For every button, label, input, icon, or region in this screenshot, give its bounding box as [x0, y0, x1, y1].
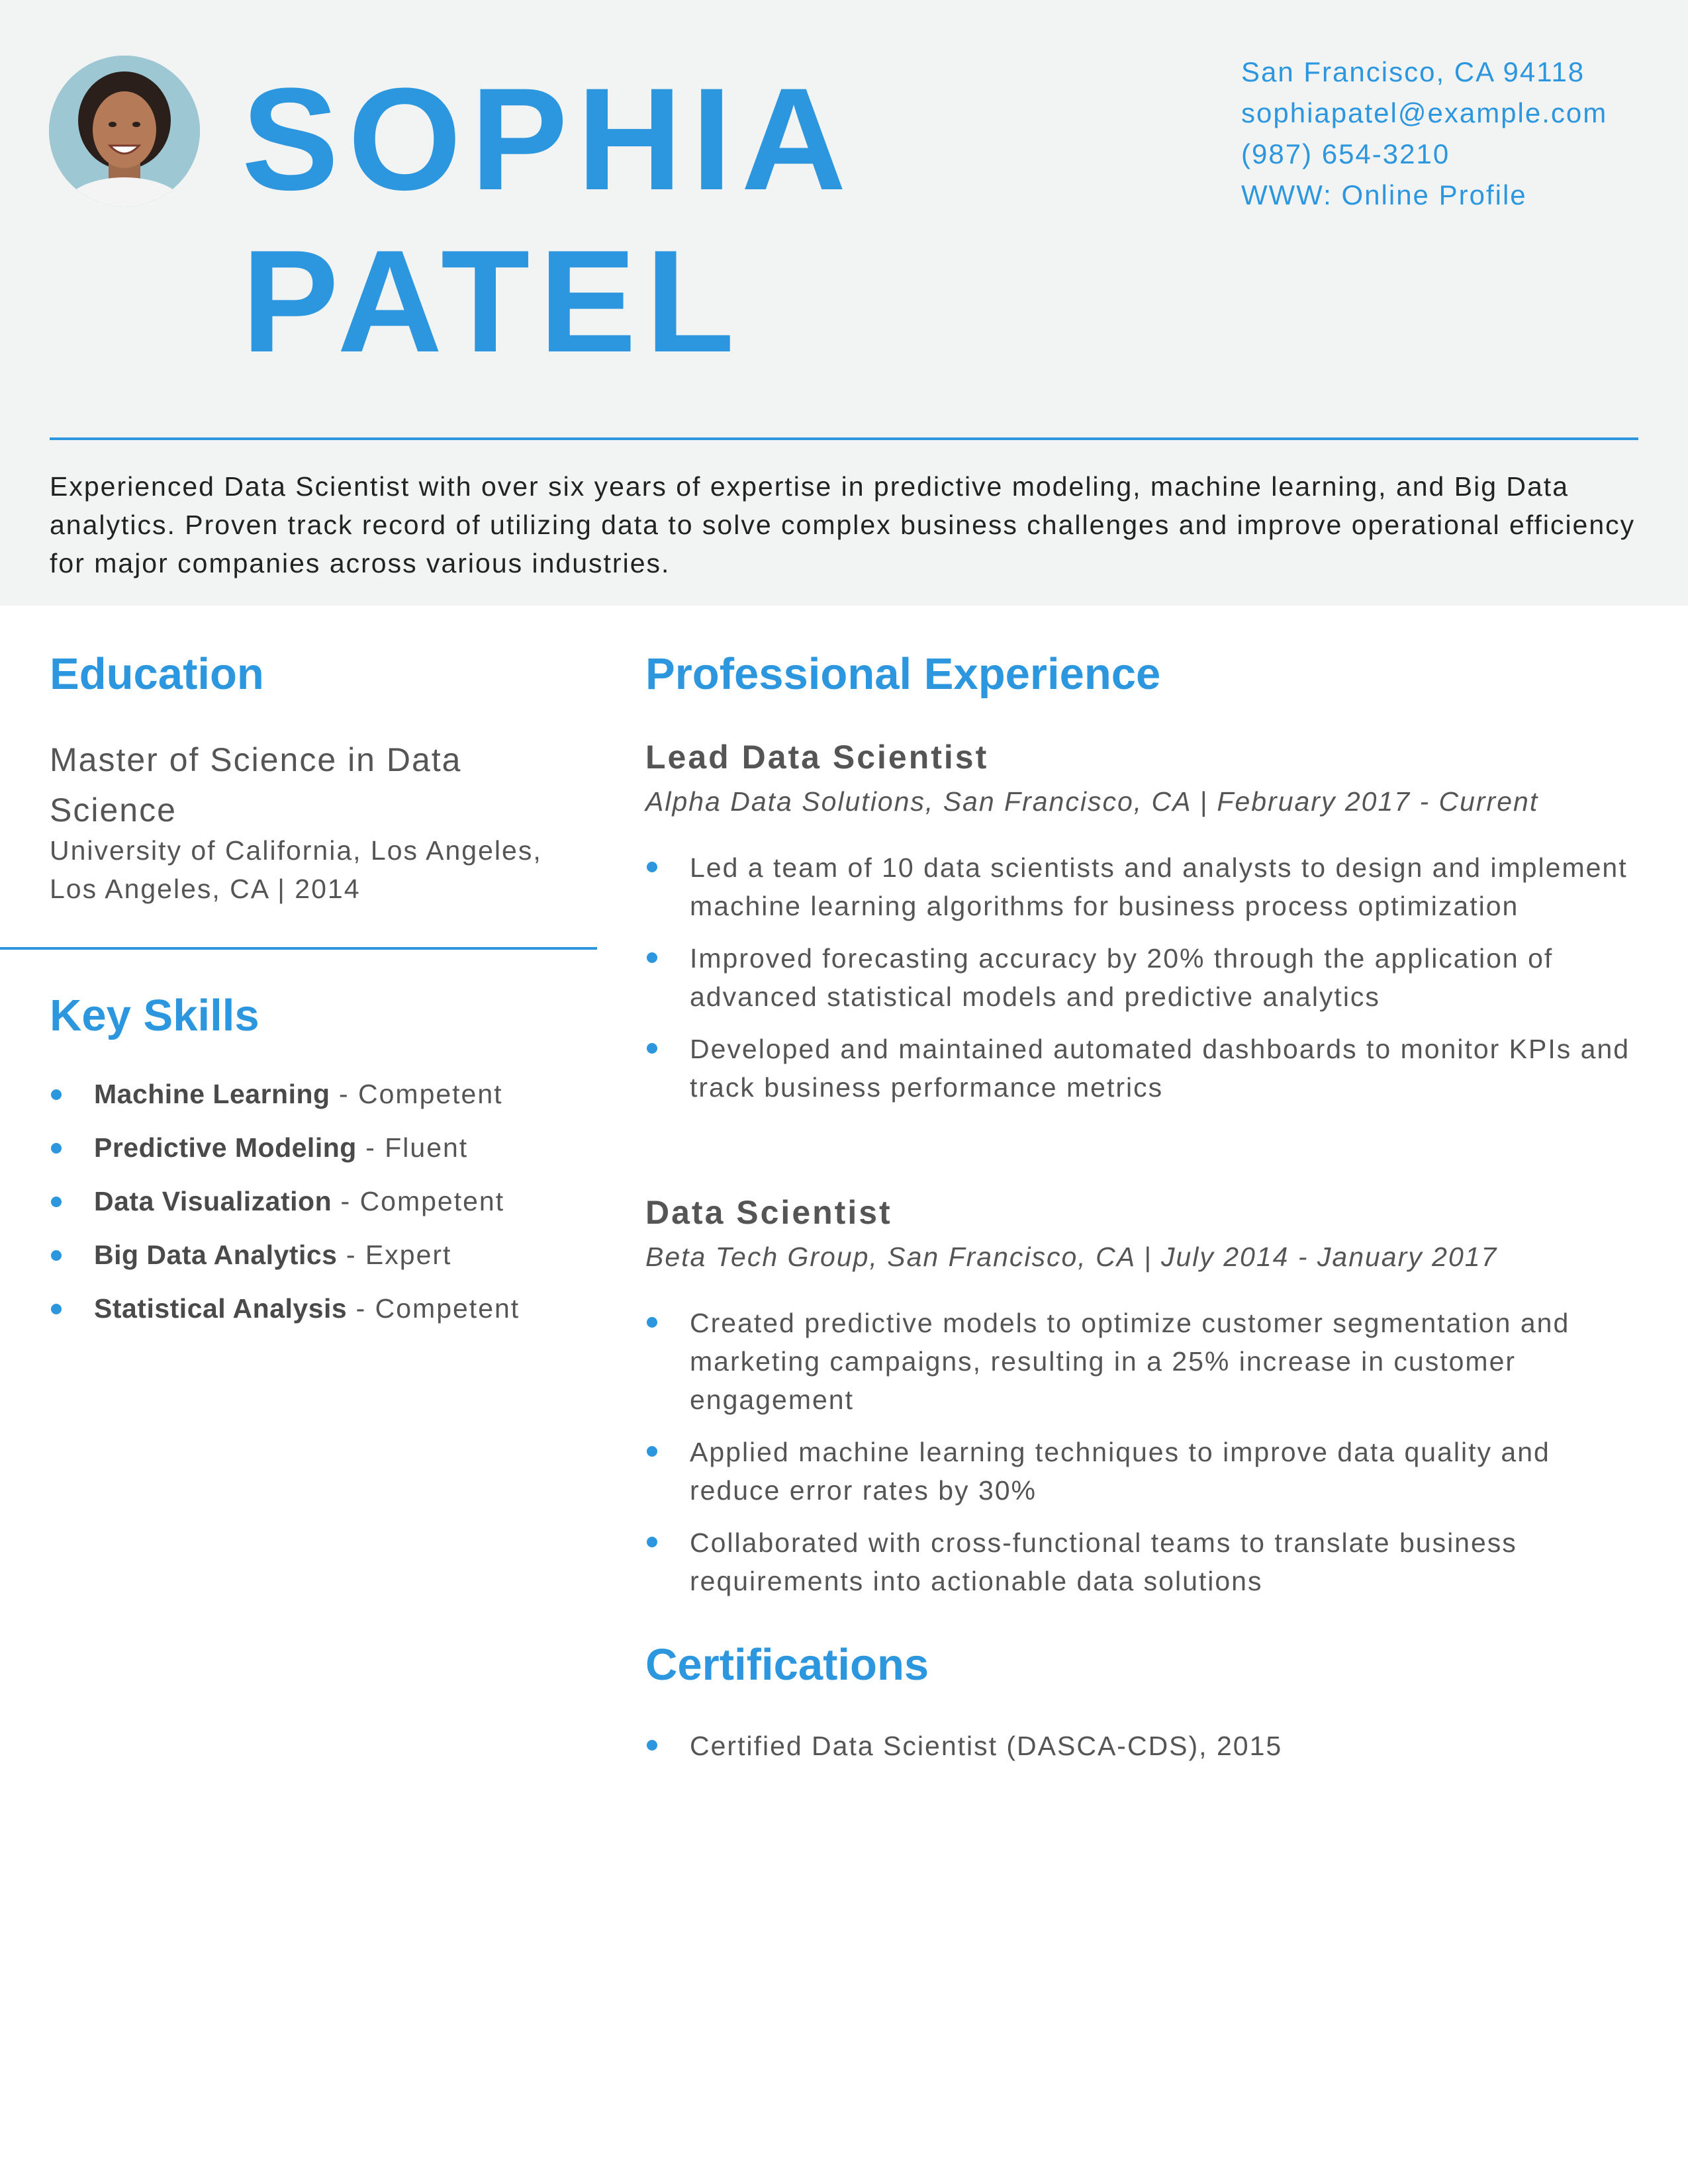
- skill-name: Data Visualization: [94, 1186, 332, 1216]
- skill-name: Big Data Analytics: [94, 1240, 338, 1270]
- list-item: Data Visualization - Competent: [50, 1179, 520, 1233]
- contact-email[interactable]: sophiapatel@example.com: [1241, 97, 1608, 128]
- skill-name: Predictive Modeling: [94, 1132, 357, 1163]
- contact-block: [1241, 52, 1607, 216]
- list-item: [645, 1433, 1638, 1510]
- bullet-text: Led a team of 10 data scientists and analysts to design and implement machine learning algorithms for business process optimization: [690, 852, 1628, 921]
- skill-level: Competent: [358, 1079, 503, 1109]
- job-bullets: [645, 848, 1638, 1120]
- bullet-icon: [647, 1537, 657, 1547]
- list-item: [645, 1030, 1638, 1107]
- bullet-text: Created predictive models to optimize customer segmentation and marketing campaigns, resulting in a 25% increase in customer engagement: [690, 1308, 1570, 1415]
- skill-level: Competent: [359, 1186, 505, 1216]
- contact-phone[interactable]: (987) 654-3210: [1241, 138, 1450, 169]
- bullet-icon: [647, 862, 657, 872]
- certifications-list: [645, 1727, 1638, 1779]
- list-item: Machine Learning - Competent: [50, 1072, 520, 1126]
- list-item: Big Data Analytics - Expert: [50, 1233, 520, 1287]
- bullet-icon: [51, 1143, 62, 1154]
- job-bullets: [645, 1304, 1638, 1614]
- bullet-icon: [647, 1446, 657, 1457]
- skill-level: Expert: [365, 1240, 452, 1270]
- last-name: PATEL: [242, 220, 744, 383]
- bullet-icon: [647, 1317, 657, 1328]
- list-item: [645, 1304, 1638, 1419]
- education-divider: [0, 947, 597, 950]
- bullet-icon: [647, 1043, 657, 1054]
- bullet-text: Collaborated with cross-functional teams to translate business requirements into actionable data solutions: [690, 1527, 1517, 1596]
- bullet-icon: [51, 1304, 62, 1314]
- job-title: Lead Data Scientist: [645, 739, 989, 776]
- education-school: University of California, Los Angeles, Los Angeles, CA | 2014: [50, 835, 542, 904]
- bullet-icon: [51, 1197, 62, 1207]
- avatar-photo: [49, 56, 200, 206]
- bullet-icon: [647, 952, 657, 963]
- job-meta: Beta Tech Group, San Francisco, CA | July 2014 - January 2017: [645, 1242, 1498, 1272]
- skill-name: Machine Learning: [94, 1079, 330, 1109]
- summary: Experienced Data Scientist with over six years of expertise in predictive modeling, machine learning, and Big Data analytics. Proven track record of utilizing data to solve complex business challenges and improve operational efficiency for major companies across various industries.: [50, 471, 1636, 578]
- education-title: Education: [50, 649, 264, 699]
- education-degree: Master of Science in Data Science: [50, 741, 462, 829]
- bullet-icon: [51, 1250, 62, 1261]
- bullet-text: Applied machine learning techniques to improve data quality and reduce error rates by 30%: [690, 1437, 1550, 1506]
- list-item: [645, 848, 1638, 925]
- list-item: [645, 1727, 1638, 1765]
- contact-address: San Francisco, CA 94118: [1241, 56, 1585, 87]
- list-item: [645, 1524, 1638, 1600]
- skill-name: Statistical Analysis: [94, 1293, 348, 1324]
- header-band: [0, 0, 1688, 606]
- list-item: [645, 939, 1638, 1016]
- bullet-text: Improved forecasting accuracy by 20% through the application of advanced statistical models and predictive analytics: [690, 943, 1554, 1012]
- certifications-title: Certifications: [645, 1640, 929, 1690]
- bullet-icon: [647, 1740, 657, 1751]
- skill-level: Competent: [375, 1293, 520, 1324]
- avatar: [49, 56, 200, 206]
- contact-website[interactable]: WWW: Online Profile: [1241, 179, 1527, 210]
- header-divider: [50, 437, 1638, 440]
- experience-title: Professional Experience: [645, 649, 1161, 699]
- first-name: SOPHIA: [242, 58, 856, 220]
- bullet-icon: [51, 1089, 62, 1100]
- certification-text: Certified Data Scientist (DASCA-CDS), 2015: [690, 1731, 1283, 1761]
- skill-level: Fluent: [385, 1132, 469, 1163]
- bullet-text: Developed and maintained automated dashboards to monitor KPIs and track business performance metrics: [690, 1034, 1630, 1103]
- list-item: Predictive Modeling - Fluent: [50, 1126, 520, 1179]
- skills-list: [50, 1072, 520, 1340]
- job-meta: Alpha Data Solutions, San Francisco, CA | February 2017 - Current: [645, 786, 1539, 817]
- job-title: Data Scientist: [645, 1194, 892, 1231]
- list-item: Statistical Analysis - Competent: [50, 1287, 520, 1340]
- skills-title: Key Skills: [50, 991, 259, 1040]
